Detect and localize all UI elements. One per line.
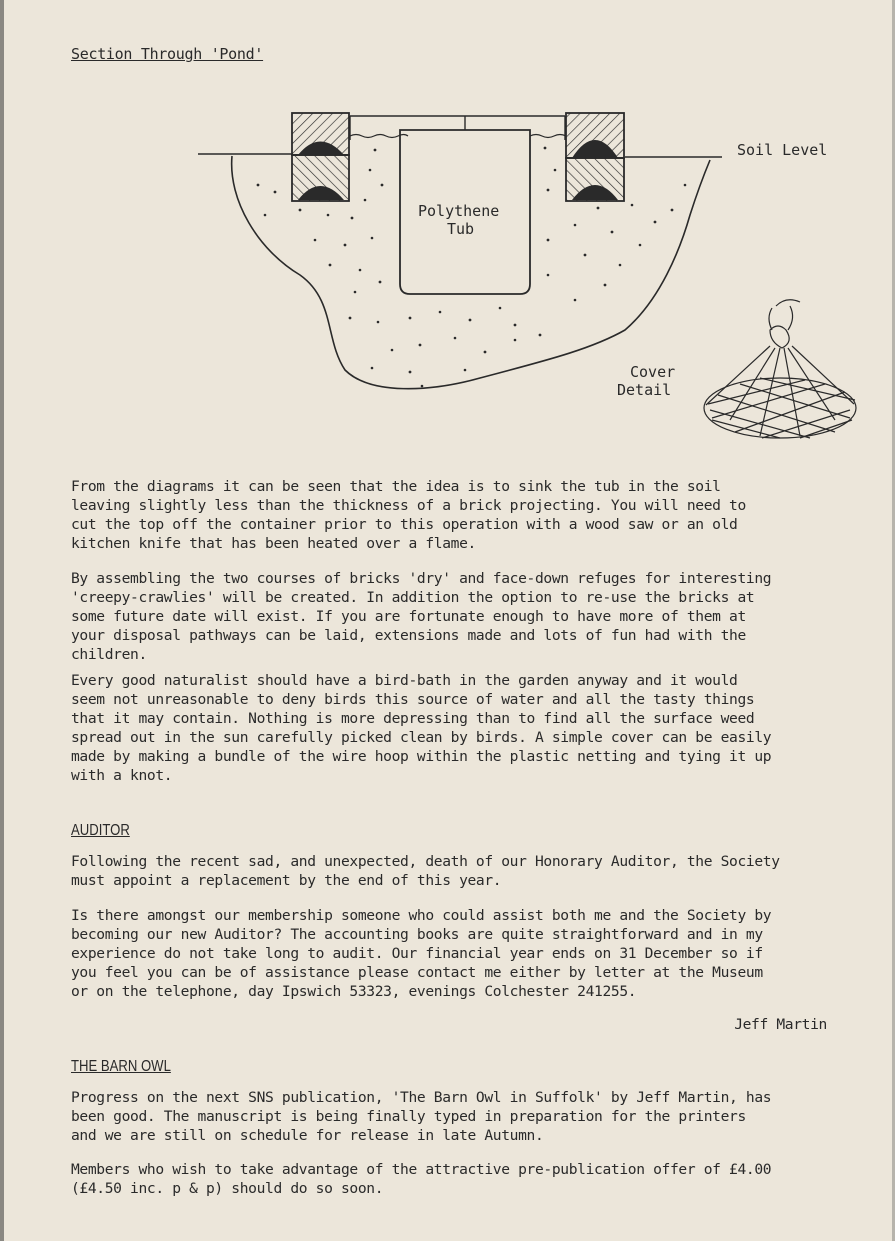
cover-detail-label-line1: Cover [630, 363, 676, 381]
barn-owl-paragraph-2: Members who wish to take advantage of the attractive pre-publication offer of £4.00 (£4.50 inc. p & p) should do so soon. [71, 1161, 772, 1197]
soil-level-label: Soil Level [737, 141, 828, 159]
water-surface [350, 135, 566, 138]
pond-paragraph-1: From the diagrams it can be seen that the idea is to sink the tub in the soil leaving slightly less than the thickness of a brick projecting. You will need to cut the top off the container prior to this operation with a wood saw or an old kitchen knife that has been heated over a flame. [71, 478, 746, 552]
pond-paragraph-3: Every good naturalist should have a bird-bath in the garden anyway and it would seem not unreasonable to deny birds this source of water and all the tasty things that it may contain. Nothing is more depressing than to find all the surface weed spread out in the sun carefully picked clean by birds. A simple cover can be easily made by making a bundle of the wire hoop within the plastic netting and tying it up with a knot. [71, 672, 772, 784]
net-cover-illustration [704, 300, 856, 438]
auditor-paragraph-2: Is there amongst our membership someone who could assist both me and the Society by becoming our new Auditor? The accounting books are quite straightforward and in my experience do not take long to audit. Our financial year ends on 31 December so if you feel you can be of assistance please contact me either by letter at the Museum or on the telephone, day Ipswich 53323, evenings Colchester 241255. [71, 907, 772, 1000]
tub-label-line2: Tub [447, 220, 475, 238]
auditor-heading: AUDITOR [71, 822, 130, 839]
section-heading-pond: Section Through 'Pond' [71, 45, 264, 63]
cover-detail-label-line2: Detail [617, 381, 672, 399]
barn-owl-paragraph-1: Progress on the next SNS publication, 'The Barn Owl in Suffolk' by Jeff Martin, has been good. The manuscript is being finally typed in preparation for the printers and we are still on schedule for release in late Autumn. [71, 1089, 772, 1144]
bricks-right [566, 113, 624, 201]
pond-paragraph-2: By assembling the two courses of bricks 'dry' and face-down refuges for interesting 'creepy-crawlies' will be created. In addition the option to re-use the bricks at some future date will exist. If you are fortunate enough to have more of them at your disposal pathways can be laid, extensions made and lots of fun had with the children. [71, 570, 772, 663]
barn-owl-heading: THE BARN OWL [71, 1058, 171, 1075]
tub-label-line1: Polythene [418, 202, 500, 220]
pond-section-diagram [0, 0, 895, 470]
bricks-left [292, 113, 349, 201]
auditor-paragraph-1: Following the recent sad, and unexpected, death of our Honorary Auditor, the Society must appoint a replacement by the end of this year. [71, 853, 780, 889]
signature-jeff-martin: Jeff Martin [734, 1016, 827, 1033]
